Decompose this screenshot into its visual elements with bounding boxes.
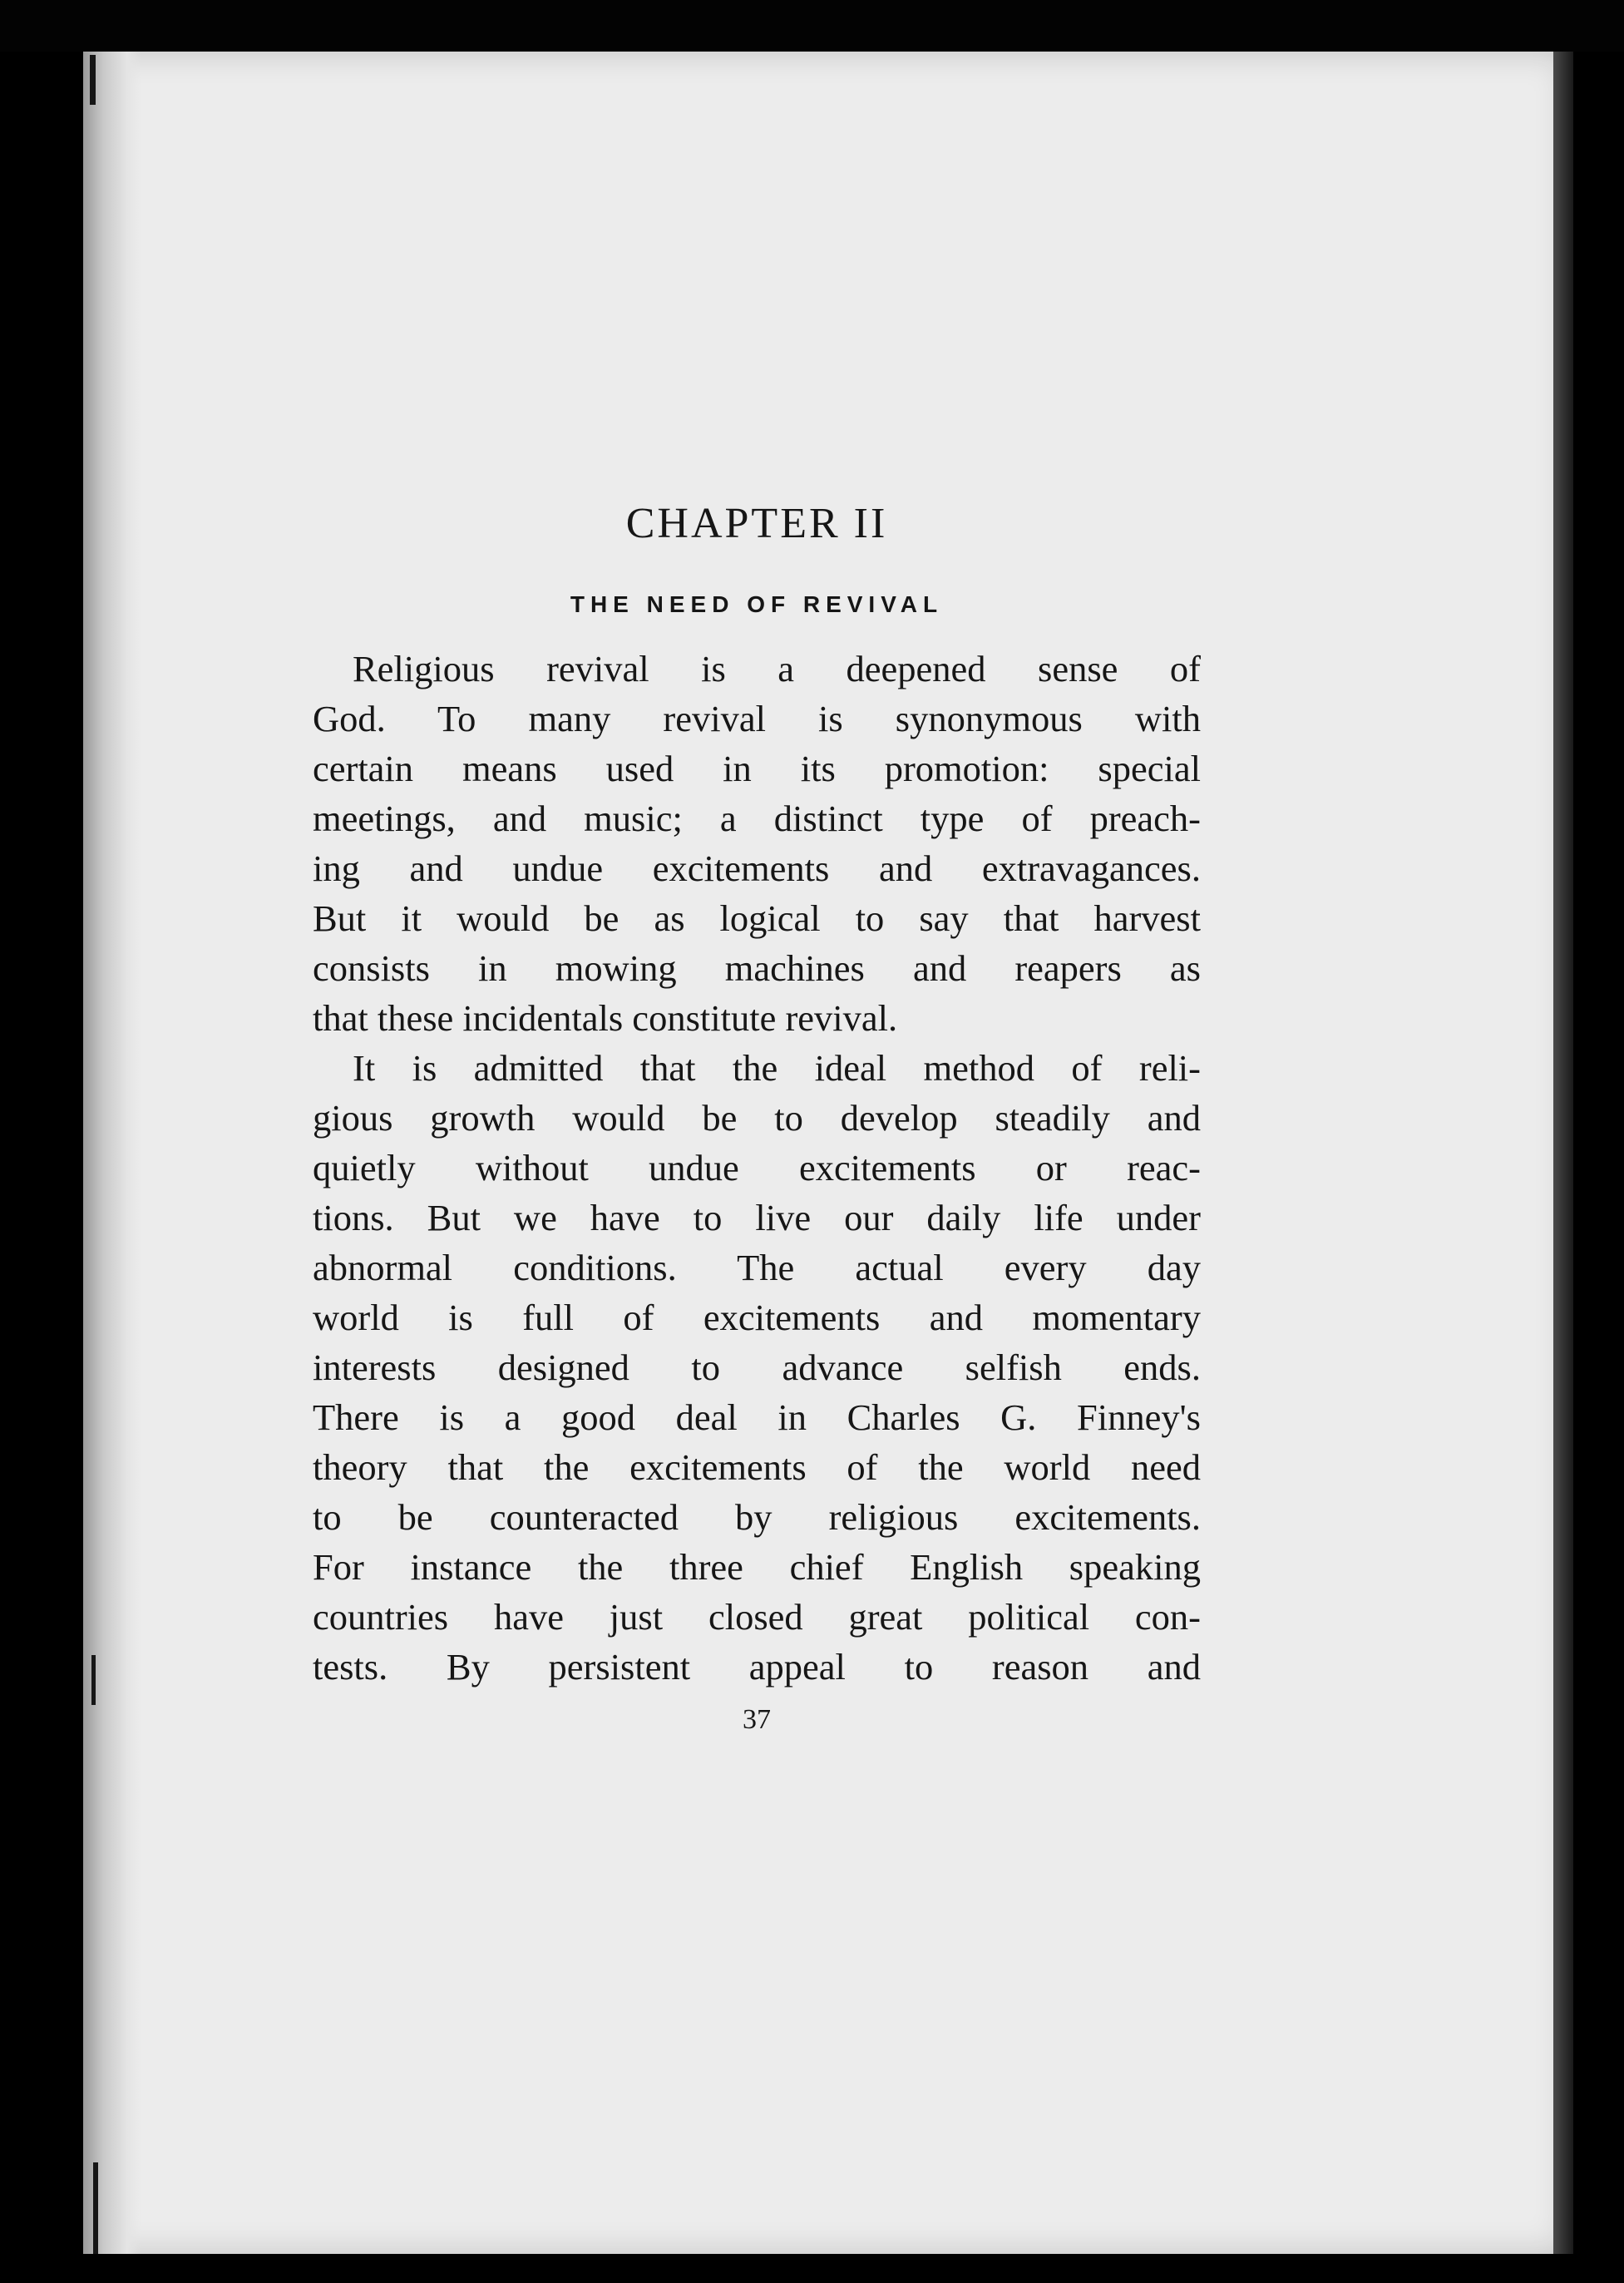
chapter-title: CHAPTER II <box>625 500 888 547</box>
page-right-edge <box>1553 52 1573 2254</box>
section-title: THE NEED OF REVIVAL <box>570 591 944 617</box>
text-line: gious growth would be to develop steadily and <box>313 1097 1201 1139</box>
spine-mark <box>93 2162 98 2254</box>
text-line: There is a good deal in Charles G. Finney's <box>313 1396 1201 1438</box>
text-line: that these incidentals constitute revival. <box>313 997 898 1039</box>
text-line: quietly without undue excitements or reac- <box>313 1147 1201 1188</box>
paragraph <box>313 1043 1201 1692</box>
text-line: It is admitted that the ideal method of reli- <box>353 1047 1201 1089</box>
text-line: meetings, and music; a distinct type of preach- <box>313 798 1201 839</box>
scan-top-border <box>0 0 1624 52</box>
page-gutter-shadow <box>83 52 141 2254</box>
text-line: tions. But we have to live our daily life under <box>313 1197 1201 1238</box>
paragraph <box>313 644 1201 1043</box>
text-line: abnormal conditions. The actual every day <box>313 1247 1201 1288</box>
text-line: countries have just closed great political con- <box>313 1596 1201 1638</box>
text-line: But it would be as logical to say that harvest <box>313 897 1201 939</box>
scan-bottom-border <box>0 2254 1624 2283</box>
text-line: Religious revival is a deepened sense of <box>353 648 1201 689</box>
page-text-block <box>313 499 1201 1737</box>
text-line: certain means used in its promotion: special <box>313 748 1201 789</box>
text-line: world is full of excitements and momentary <box>313 1297 1201 1338</box>
text-line: interests designed to advance selfish ends. <box>313 1347 1201 1388</box>
text-line: For instance the three chief English speaking <box>313 1546 1201 1588</box>
text-line: God. To many revival is synonymous with <box>313 698 1201 739</box>
page-number: 37 <box>743 1704 771 1735</box>
spine-mark <box>90 55 96 105</box>
text-line: ing and undue excitements and extravagances. <box>313 847 1201 889</box>
text-line: theory that the excitements of the world need <box>313 1446 1201 1488</box>
spine-mark <box>91 1655 96 1705</box>
text-line: consists in mowing machines and reapers as <box>313 947 1201 989</box>
text-line: to be counteracted by religious excitements. <box>313 1496 1201 1538</box>
text-line: tests. By persistent appeal to reason and <box>313 1646 1201 1688</box>
